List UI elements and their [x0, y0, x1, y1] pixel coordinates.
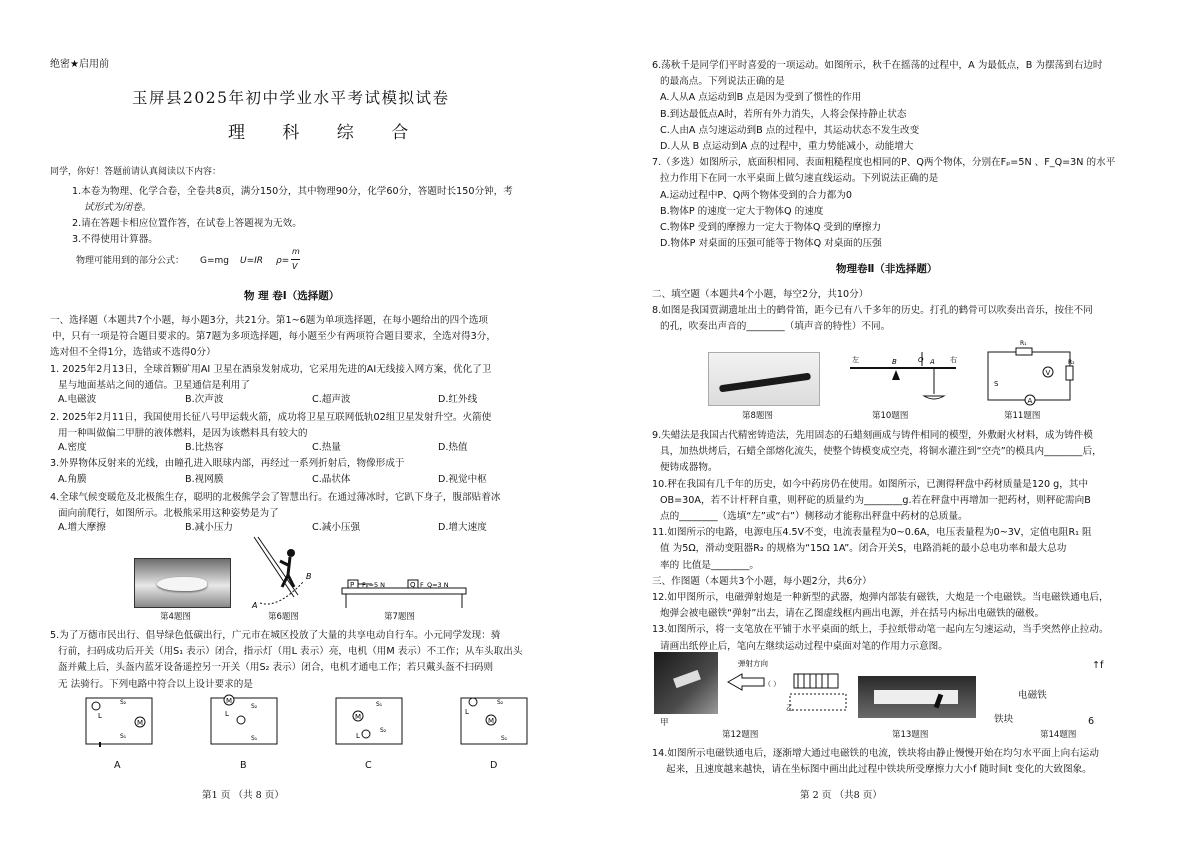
q2-block	[50, 410, 491, 442]
fig12-yi-label: 乙	[786, 704, 793, 712]
fig10-a-label: A	[930, 358, 935, 366]
text-line: D.物体P 对桌面的压强可能等于物体Q 对桌面的压强	[660, 238, 882, 250]
fig14-caption: 第14题图	[1040, 730, 1077, 740]
circuit-label-d: D	[490, 760, 498, 771]
q2-option-c: C.热量	[312, 442, 341, 453]
text-line: B.物体P 的速度一定大于物体Q 的速度	[660, 205, 824, 217]
q3-option-c: C.晶状体	[312, 474, 351, 485]
switch-label: S₂	[380, 727, 387, 734]
launch-direction-label: 弹射方向	[738, 659, 768, 668]
ammeter-label: A	[1027, 397, 1033, 405]
text-line: 6.荡秋千是同学们平时喜爱的一项运动。如图所示，秋千在摇荡的过程中，A 为最低点，B 为摆荡到右边时	[652, 60, 1103, 71]
text-line: 便铸成器物。	[660, 462, 718, 474]
formula-g: G=mg	[200, 256, 229, 266]
formula-v: V	[292, 262, 298, 271]
text-line: 起来，且速度越来越快，请在坐标图中画出此过程中铁块所受摩擦力大小f 随时间t 变化的大致图象。	[666, 764, 1092, 776]
lamp-icon	[469, 698, 477, 706]
circuit-fig11	[980, 340, 1080, 408]
q4-block	[50, 490, 500, 522]
q4-option-b: B.减小压力	[185, 522, 234, 533]
fig11-caption: 第11题图	[1004, 411, 1041, 421]
circuit-d	[455, 692, 535, 752]
lamp-label: L	[465, 708, 469, 716]
fig14-f-axis: ↑f	[1092, 660, 1104, 671]
text-line: 的孔，吹奏出声音的________（填声音的特性）不同。	[660, 321, 891, 333]
block-p-label: P	[350, 581, 355, 589]
formula-label: 物理可能用到的部分公式：	[76, 256, 185, 266]
q4-option-d: D.增大速度	[438, 522, 487, 533]
blocks-diagram	[340, 580, 468, 610]
text-line: A.人从A 点运动到B 点是因为受到了惯性的作用	[660, 92, 862, 104]
switch-label: S₁	[120, 733, 127, 740]
formula-m: m	[292, 247, 300, 256]
lamp-icon	[362, 730, 370, 738]
motor-label: M	[488, 717, 495, 725]
lamp-label: L	[356, 732, 360, 740]
pan-icon	[924, 396, 944, 399]
fig10-left-label: 左	[852, 356, 859, 364]
notice-item: 3.不得使用计算器。	[72, 234, 158, 245]
section2-title: 物理卷Ⅱ（非选择题）	[836, 263, 938, 275]
cannon-shape	[673, 670, 701, 688]
text-line: 中，只有一项是符合题目要求的。第7题为多项选择题，每小题至少有两项符合题目要求，全选对得3分，	[52, 331, 496, 343]
text-line: 的最高点。下列说法正确的是	[660, 76, 785, 88]
bone-flute-photo	[708, 352, 820, 406]
r1-label: R₁	[1020, 340, 1027, 347]
fig12-jia-label: 甲	[660, 718, 669, 728]
text-line: 拉力作用下在同一水平桌面上做匀速直线运动。下列说法正确的是	[660, 173, 939, 185]
text-line: 11.如图所示的电路，电源电压4.5V不变，电流表量程为0~0.6A，电压表量程为0~3V，定值电阻R₁ 阻	[652, 527, 1092, 539]
pole-bracket: （ ）	[764, 680, 781, 688]
circuit-label-a: A	[114, 760, 121, 771]
cannon-photo	[654, 652, 718, 714]
notice-item: 试形式为闭卷。	[84, 202, 152, 213]
notice-item: 1.本卷为物理、化学合卷，全卷共8页，满分150分，其中物理90分，化学60分，答题时长150分钟，考	[72, 186, 513, 197]
confidential-tag: 绝密★启用前	[50, 59, 109, 70]
text-line: C.人由A 点匀速运动到B 点的过程中，其运动状态不发生改变	[660, 124, 920, 136]
lamp-label: L	[98, 712, 102, 720]
circuit-label-b: B	[240, 760, 247, 771]
notice-intro: 同学，你好！答题前请认真阅读以下内容：	[50, 167, 222, 177]
q1-option-c: C.超声波	[312, 394, 351, 405]
text-line: 值 为5Ω，滑动变阻器R₂ 的规格为“15Ω 1A”。闭合开关S，电路消耗的最小总电功率和最大总功	[660, 543, 1067, 555]
person-head	[287, 549, 295, 557]
q3-option-a: A.角膜	[58, 474, 87, 485]
q5-block	[50, 628, 522, 693]
circuit-wire	[988, 352, 1070, 400]
fig6-label-b: B	[306, 572, 312, 581]
exam-subtitle: 理 科 综 合	[228, 123, 425, 143]
steelyard-diagram	[848, 344, 964, 408]
switch-label: S₂	[497, 699, 504, 706]
motor-label: M	[137, 719, 144, 727]
q1-option-b: B.次声波	[185, 394, 224, 405]
fig10-b-label: B	[892, 358, 897, 366]
text-line: 5.为了万德市民出行、倡导绿色低碳出行，广元市在城区投放了大量的共享电动自行车。小元同学发现：骑	[50, 630, 501, 641]
lamp-icon	[237, 716, 245, 724]
text-line: 14.如图所示电磁铁通电后，逐渐增大通过电磁铁的电流，铁块将由静止慢慢开始在均匀水平面上向右运动	[652, 748, 1099, 759]
section1-title: 物 理 卷Ⅰ（选择题）	[244, 290, 340, 302]
q6-q7-block	[652, 58, 1115, 252]
text-line: B.到达最低点A时，若所有外力消失，人将会保持静止状态	[660, 108, 907, 120]
coil-turns	[798, 674, 828, 688]
text-line: 一、选择题（本题共7个小题，每小题3分，共21分。第1~6题为单项选择题，在每小题给出的四个选项	[50, 315, 489, 326]
fig10-right-label: 右	[950, 356, 957, 364]
circuit-label-c: C	[365, 760, 372, 771]
text-line: D.人从 B 点运动到A 点的过程中，重力势能减小，动能增大	[660, 141, 914, 153]
polar-bear-shape	[157, 577, 207, 591]
polar-bear-photo	[134, 558, 231, 608]
fraction-bar	[291, 259, 300, 260]
q14-block	[652, 746, 1099, 778]
text-line: C.物体P 受到的摩擦力一定大于物体Q 受到的摩擦力	[660, 222, 882, 234]
text-line: 请画出纸停止后，笔向左继续运动过程中桌面对笔的作用力示意图。	[660, 640, 948, 652]
text-line: 点的________（选填“左”或“右”）侧移动才能称出秤盘中药材的总质量。	[660, 511, 968, 523]
swing-diagram	[250, 535, 318, 611]
fig6-caption: 第6题图	[268, 612, 299, 622]
r2-label: R₂	[1068, 359, 1075, 366]
fig14-six: 6	[1088, 716, 1095, 727]
q2-option-b: B.比热容	[185, 442, 224, 453]
notice-item: 2.请在答题卡相应位置作答，在试卷上答题视为无效。	[72, 218, 302, 229]
q2-option-d: D.热值	[438, 442, 468, 453]
text-line: A.运动过程中P、Q两个物体受到的合力都为0	[660, 189, 852, 201]
q1-option-d: D.红外线	[438, 394, 478, 405]
q3-option-d: D.视觉中枢	[438, 474, 487, 485]
text-line: 面向前爬行，如图所示。北极熊采用这种姿势是为了	[58, 508, 279, 520]
text-line: 率的 比值是________。	[660, 559, 759, 571]
resistor-r2	[1066, 366, 1073, 380]
text-line: 7.（多选）如图所示，底面积相同、表面粗糙程度也相同的P、Q两个物体，分别在Fₚ=5N 、F_Q=3N 的水平	[652, 157, 1116, 169]
text-line: 炮弹会被电磁铁“弹射”出去，请在乙图虚线框内画出电源，并在括号内标出电磁铁的磁极。	[660, 608, 1045, 620]
formula-rho: ρ=	[276, 256, 290, 266]
force-p-label: Fₚ=5 N	[362, 581, 386, 589]
text-line: 选对但不全得1分，选错或不选得0分）	[50, 347, 216, 359]
circuit-a	[80, 692, 160, 752]
q8-block	[652, 287, 1093, 336]
text-line: 星与地面基站之间的通信。卫星通信是利用了	[58, 379, 250, 391]
text-line: 4.全球气候变暖危及北极熊生存，聪明的北极熊学会了智慧出行。在通过薄冰时，它趴下身子，腹部贴着冰	[50, 492, 501, 503]
text-line: 行前，扫码成功后开关（用S₁ 表示）闭合，指示灯（用L 表示）亮，电机（用M 表示）不工作；从车头取出头	[58, 646, 523, 658]
switch-label: S₁	[376, 701, 383, 708]
circuit-c	[330, 692, 410, 752]
lamp-icon	[92, 702, 100, 710]
fig10-caption: 第10题图	[872, 411, 909, 421]
text-line: 三、作图题（本题共3个小题，每小题2分，共6分）	[652, 575, 872, 587]
pen-paper-photo	[858, 676, 976, 718]
motor-label: M	[355, 713, 362, 721]
q4-option-a: A.增大摩擦	[58, 522, 106, 533]
fig8-caption: 第8题图	[742, 411, 773, 421]
fig14-iron: 铁块	[994, 714, 1014, 725]
switch-label: S₁	[251, 735, 258, 742]
page-footer: 第 2 页 （共8 页）	[800, 790, 882, 801]
switch-label: S₂	[251, 703, 258, 710]
fig13-caption: 第13题图	[892, 730, 929, 740]
text-line: 8.如图是我国贾湖遗址出土的鹤骨笛，距今已有八千多年的历史。打孔的鹤骨可以吹奏出音乐，按住不同	[652, 305, 1093, 317]
fig10-o-label: O	[918, 356, 924, 364]
electromagnet-diagram	[724, 656, 850, 714]
q1-option-a: A.电磁波	[58, 394, 97, 405]
text-line: 13.如图所示，将一支笔放在平铺于水平桌面的纸上，手拉纸带动笔一起向左匀速运动，当手突然停止拉动。	[652, 624, 1109, 636]
power-dashed-box	[790, 694, 846, 710]
launch-arrow-icon	[728, 674, 764, 690]
fig4-caption: 第4题图	[160, 612, 191, 622]
text-line: OB=30A，若不计杆秤自重，则秤砣的质量约为________g.若在秤盘中再增加一把药材，则秤砣需向B	[660, 494, 1091, 506]
voltmeter-label: V	[1045, 369, 1051, 377]
q-block-1	[50, 313, 496, 394]
resistor-r1	[1016, 348, 1032, 355]
fig7-caption: 第7题图	[384, 612, 415, 622]
fig14-electromagnet: 电磁铁	[1018, 690, 1047, 701]
text-line: 10.秤在我国有几千年的历史，如今中药房仍在使用。如图所示，已测得秤盘中药材质量是120 g，其中	[652, 478, 1089, 490]
text-line: 二、填空题（本题共4个小题，每空2分，共10分）	[652, 289, 869, 300]
page-footer: 第1 页 （共 8 页）	[202, 790, 284, 801]
lamp-label: L	[225, 710, 229, 718]
text-line: 具，加热烘烤后，石蜡全部熔化流失，使整个铸模变成空壳，将铜水灌注到“空壳”的模具内________后，	[660, 446, 1102, 458]
text-line: 12.如甲图所示，电磁弹射炮是一种新型的武器，炮弹内部装有磁铁，大炮是一个电磁铁。当电磁铁通电后，	[652, 592, 1109, 604]
paper-shape	[874, 690, 958, 704]
text-line: 2. 2025年2月11日，我国使用长征八号甲运载火箭，成功将卫星互联网低轨02组卫星发射升空。火箭使	[50, 412, 492, 423]
exam-title: 玉屏县2025年初中学业水平考试模拟试卷	[132, 89, 450, 107]
text-line: 盔并戴上后，头盔内蓝牙设备遥控另一开关（用S₂ 表示）闭合，电机才通电工作；若只戴头盔不扫码则	[58, 662, 494, 674]
notice-list	[72, 184, 513, 248]
text-line: 1. 2025年2月13日，全球首颗矿用AI 卫星在酒泉发射成功，它采用先进的AI无线接入网方案，优化了卫	[50, 363, 492, 375]
text-line: 用一种叫做偏二甲肼的液体燃料，是因为该燃料具有较大的	[58, 428, 308, 440]
formula-u: U=IR	[240, 256, 264, 266]
fig6-label-a: A	[252, 601, 258, 610]
q4-option-c: C.减小压强	[312, 522, 361, 533]
q2-option-a: A.密度	[58, 442, 87, 453]
q3-option-b: B.视网膜	[185, 474, 224, 485]
block-q-label: Q	[410, 581, 416, 589]
switch-label: S₂	[120, 699, 127, 706]
text-line: 9.失蜡法是我国古代精密铸造法，先用固态的石蜡刻画成与铸件相同的模型，外敷耐火材料，成为铸件模	[652, 430, 1093, 441]
text-line: 无 法骑行。下列电路中符合以上设计要求的是	[58, 678, 253, 690]
q3-stem: 3.外界物体反射来的光线，由瞳孔进入眼球内部，再经过一系列折射后，物像形成于	[50, 458, 405, 469]
motor-label: M	[226, 697, 233, 705]
force-q-label: F_Q=3 N	[420, 581, 449, 589]
switch-label: S₁	[501, 735, 508, 742]
bone-flute-shape	[719, 373, 811, 393]
fig12-caption: 第12题图	[722, 730, 759, 740]
switch-label: S	[994, 380, 999, 388]
q9-q13-block	[652, 428, 1109, 655]
weight-icon	[892, 370, 900, 380]
circuit-b	[205, 692, 285, 752]
